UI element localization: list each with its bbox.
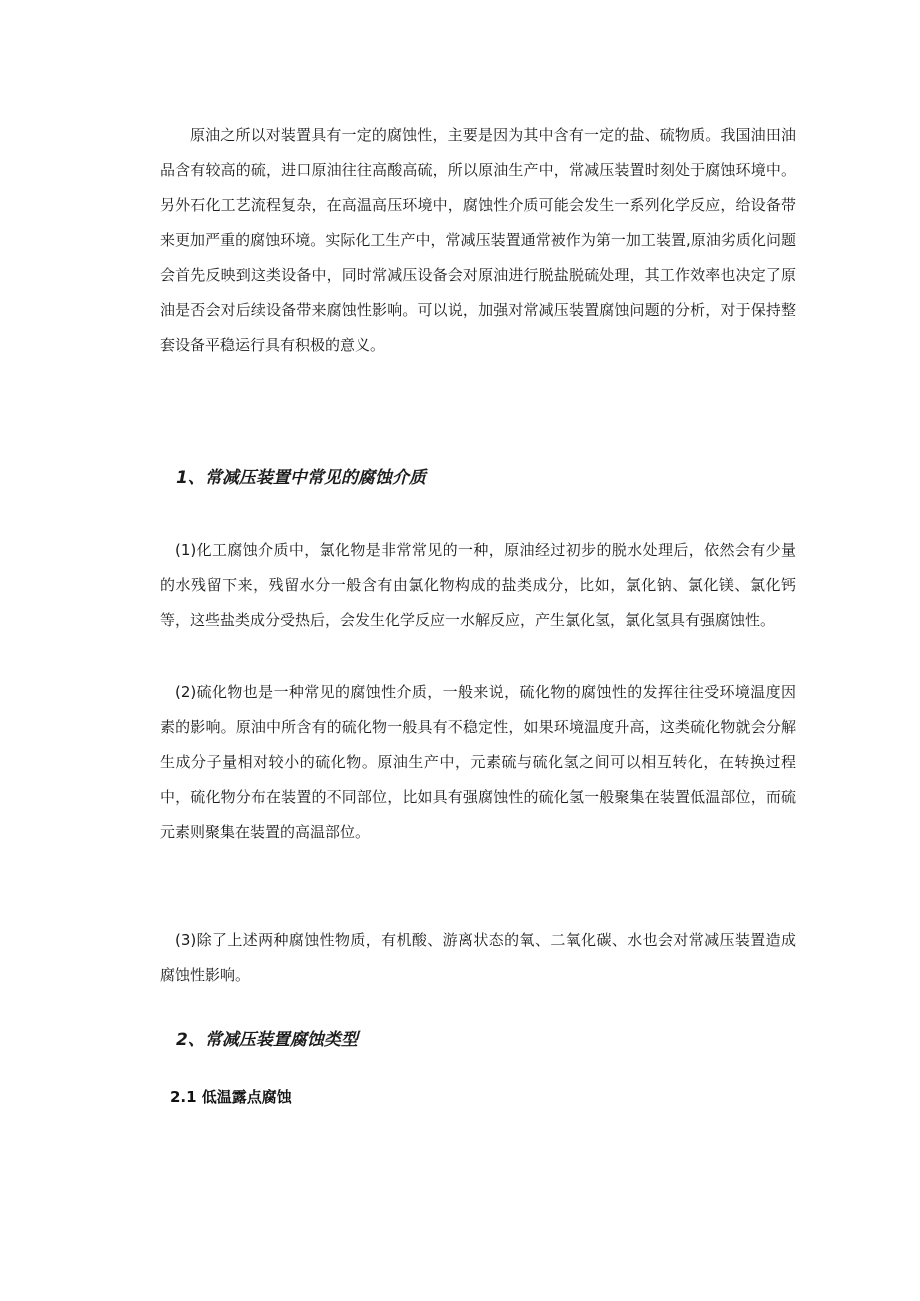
intro-paragraph: 原油之所以对装置具有一定的腐蚀性，主要是因为其中含有一定的盐、硫物质。我国油田油品含有较高的硫，进口原油往往高酸高硫，所以原油生产中，常减压装置时刻处于腐蚀环境中。另外石化工艺流程复杂，在高温高压环境中，腐蚀性介质可能会发生一系列化学反应，给设备带来更加严重的腐蚀环境。实际化工生产中，常减压装置通常被作为第一加工装置,原油劣质化问题会首先反映到这类设备中，同时常减压设备会对原油进行脱盐脱硫处理，其工作效率也决定了原油是否会对后续设备带来腐蚀性影响。可以说，加强对常减压装置腐蚀问题的分析，对于保持整套设备平稳运行具有积极的意义。 bbox=[160, 126, 796, 354]
section-1-heading: 1、常减压装置中常见的腐蚀介质 bbox=[176, 468, 426, 488]
section-2-1-subheading: 2.1 低温露点腐蚀 bbox=[170, 1088, 292, 1106]
section-1-item-3: (3)除了上述两种腐蚀性物质，有机酸、游离状态的氧、二氧化碳、水也会对常减压装置造成腐蚀性影响。 bbox=[160, 931, 796, 984]
section-2-heading: 2、常减压装置腐蚀类型 bbox=[176, 1030, 358, 1050]
section-1-item-1: (1)化工腐蚀介质中，氯化物是非常常见的一种，原油经过初步的脱水处理后，依然会有少量的水残留下来，残留水分一般含有由氯化物构成的盐类成分，比如，氯化钠、氯化镁、氯化钙等，这些盐类成分受热后，会发生化学反应一水解反应，产生氯化氢，氯化氢具有强腐蚀性。 bbox=[160, 541, 796, 629]
section-1-item-2: (2)硫化物也是一种常见的腐蚀性介质，一般来说，硫化物的腐蚀性的发挥往往受环境温度因素的影响。原油中所含有的硫化物一般具有不稳定性，如果环境温度升高，这类硫化物就会分解生成分子量相对较小的硫化物。原油生产中，元素硫与硫化氢之间可以相互转化，在转换过程中，硫化物分布在装置的不同部位，比如具有强腐蚀性的硫化氢一般聚集在装置低温部位，而硫元素则聚集在装置的高温部位。 bbox=[160, 683, 796, 841]
